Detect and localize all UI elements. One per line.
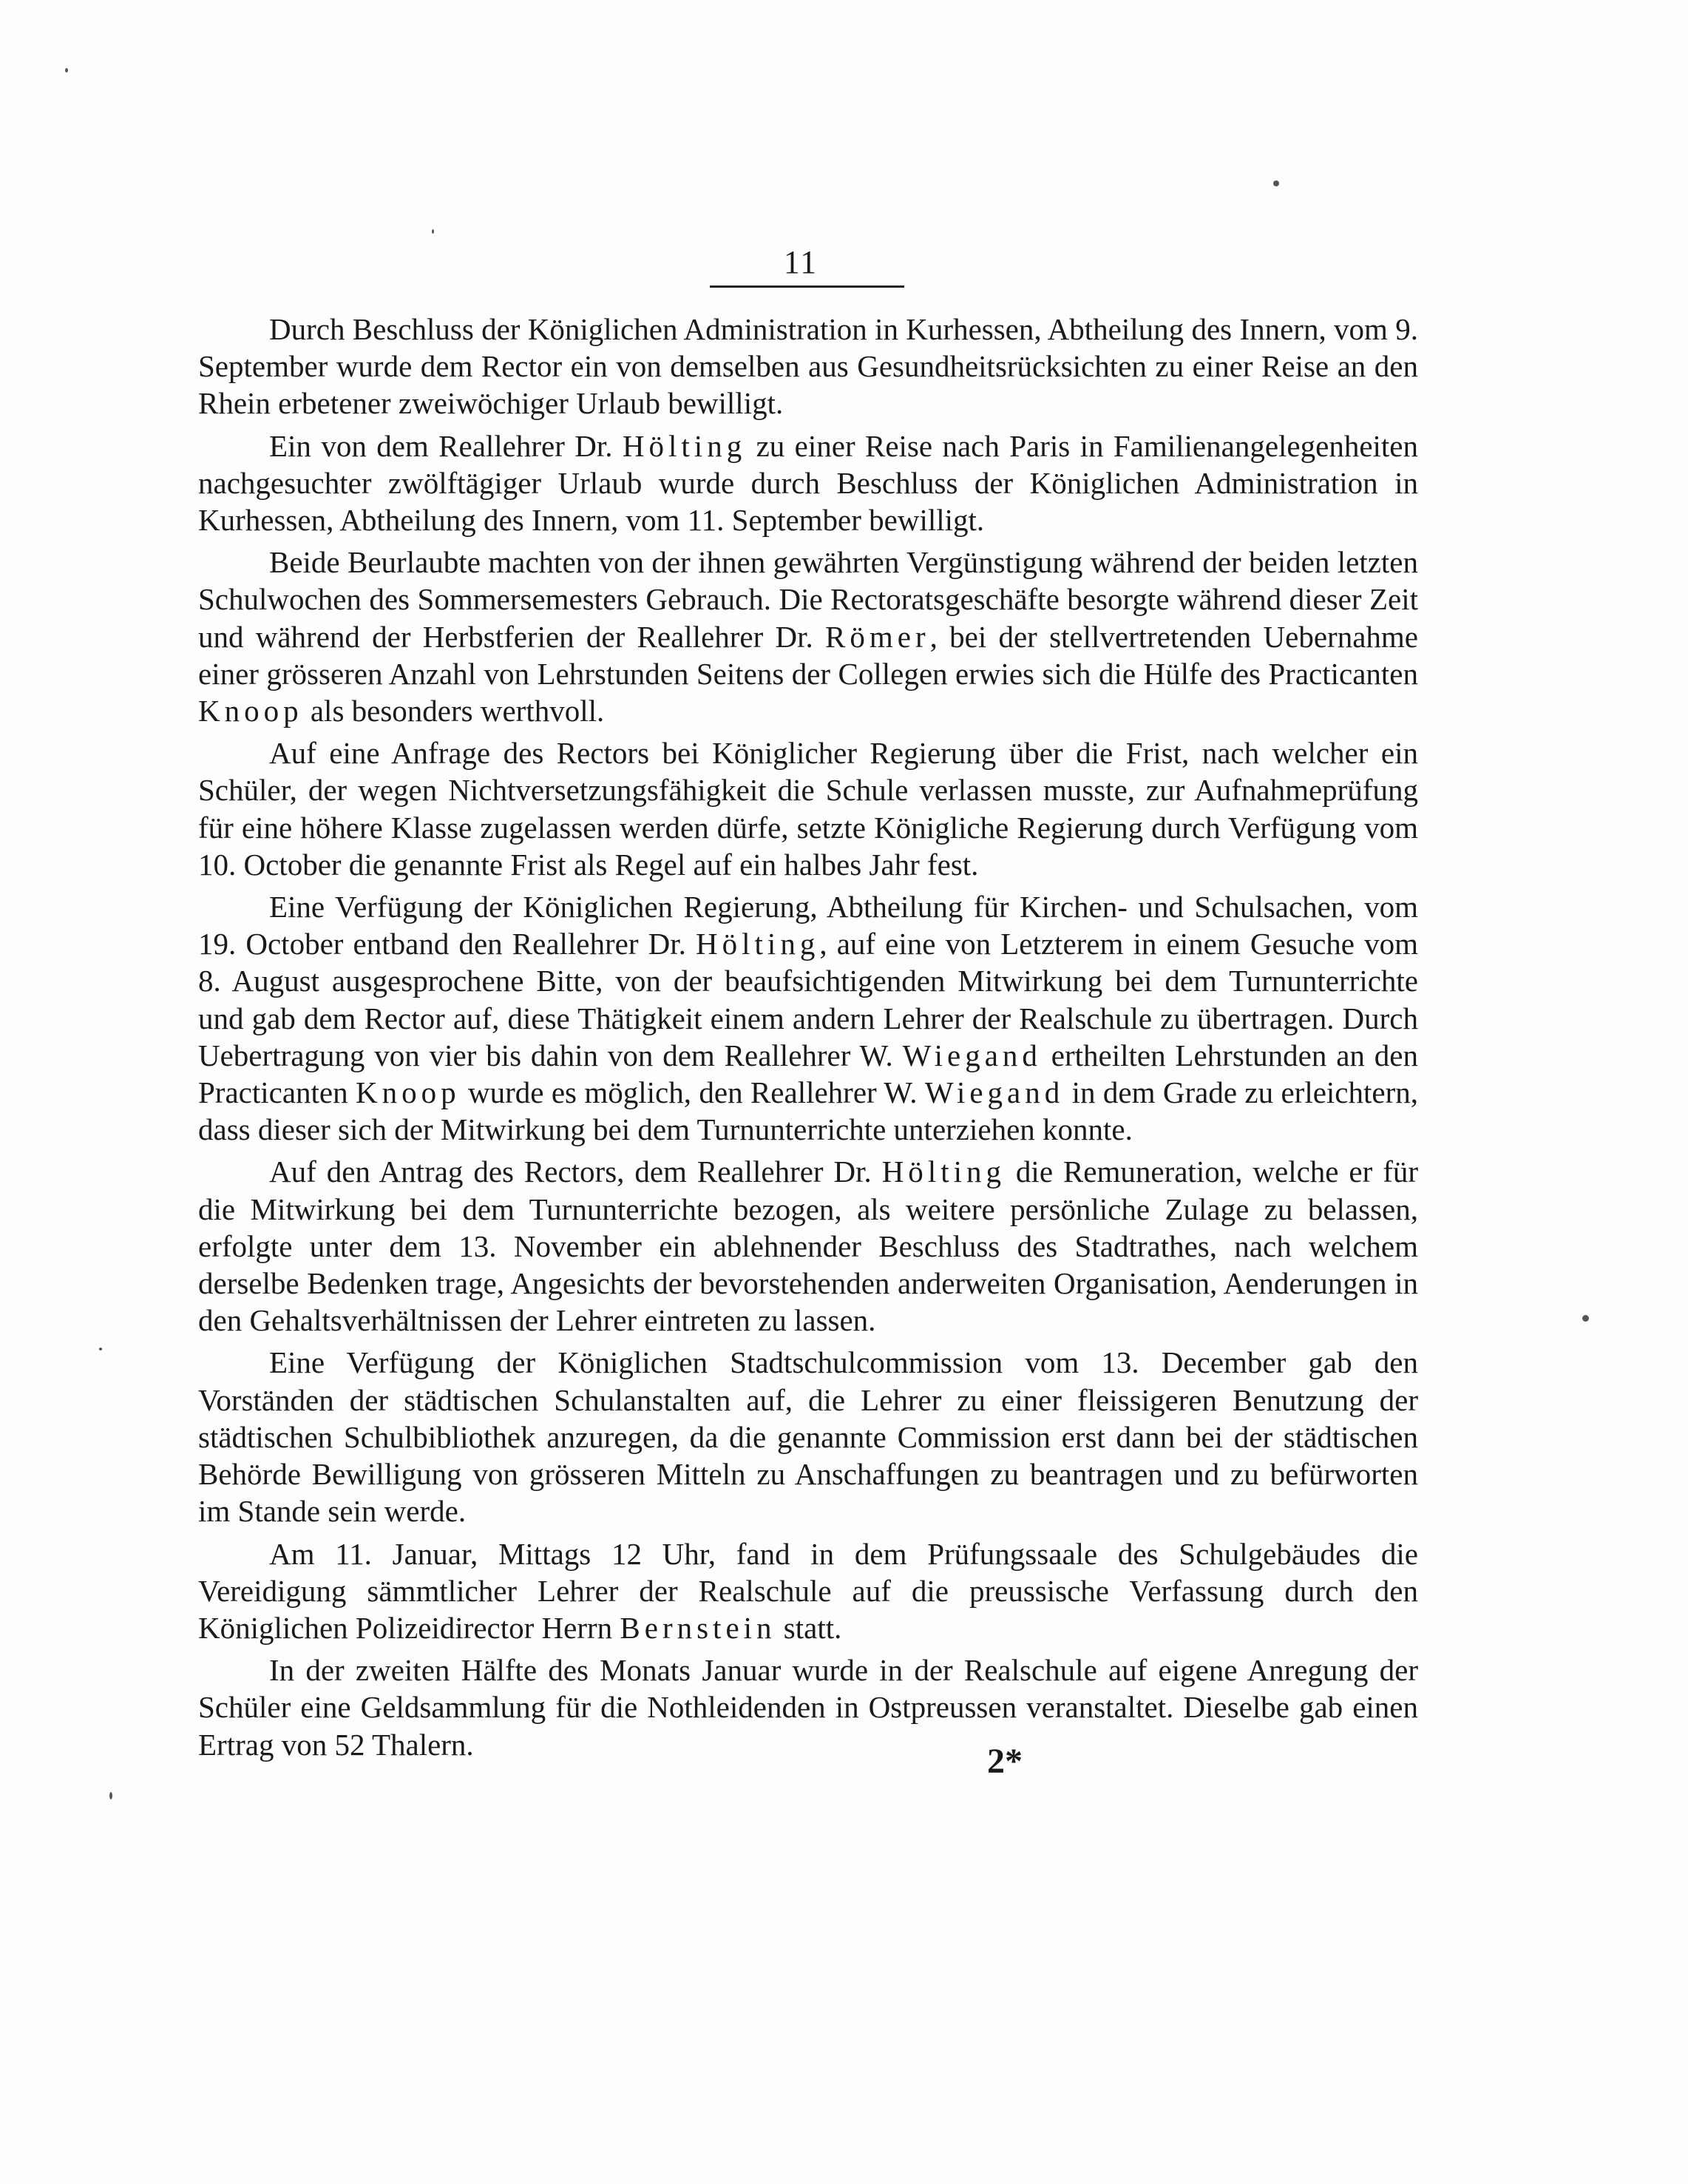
paragraph-substitution bbox=[198, 544, 1418, 729]
paragraph-admission-exam bbox=[198, 734, 1418, 883]
text-run: , bei der stellvertretenden Uebernahme einer grösseren Anzahl von Lehrstunden Seitens der Collegen erwies sich die Hülfe des Practicanten bbox=[198, 619, 1418, 691]
spaced-name: Hölting bbox=[881, 1154, 1006, 1189]
text-run: als besonders werthvoll. bbox=[302, 694, 605, 728]
text-run: die Remuneration, welche er für die Mitwirkung bei dem Turnunterrichte bezogen, als weitere persönliche Zulage zu belassen, erfolgte unter dem 13. November ein ablehnender Beschluss des Stadtrathes, nach welchem derselbe Bedenken trage, Angesichts der bevorstehenden anderweiten Organisation, Aenderungen in den Gehaltsverhältnissen der Lehrer eintreten zu lassen. bbox=[198, 1154, 1419, 1338]
paragraph-gym-supervision bbox=[198, 888, 1418, 1148]
scan-speck bbox=[1273, 180, 1279, 186]
spaced-name: Bernstein bbox=[620, 1610, 776, 1645]
spaced-name: Knoop bbox=[356, 1075, 461, 1110]
text-run: Auf eine Anfrage des Rectors bei Königlicher Regierung über die Frist, nach welcher ein Schüler, der wegen Nichtversetzungsfähigkeit die Schule verlassen musste, zur Aufnahmeprüfung für eine höhere Klasse zugelassen werden dürfe, setzte Königliche Regierung durch Verfügung vom 10. October die genannte Frist als Regel auf ein halbes Jahr fest. bbox=[198, 736, 1418, 882]
paragraph-collection bbox=[198, 1651, 1418, 1763]
text-run: in dem Grade zu erleichtern, dass dieser sich der Mitwirkung bei dem Turnunterrichte unterziehen konnte. bbox=[198, 1075, 1418, 1147]
text-run: Durch Beschluss der Königlichen Administration in Kurhessen, Abtheilung des Innern, vom 9. September wurde dem Rector ein von demselben aus Gesundheitsrücksichten zu einer Reise an den Rhein erbetener zweiwöchiger Urlaub bewilligt. bbox=[198, 312, 1418, 421]
scan-speck bbox=[65, 68, 68, 72]
header-rule bbox=[710, 285, 904, 288]
scan-speck bbox=[99, 1348, 102, 1350]
text-run: ertheilten Lehrstunden an den Practicanten bbox=[198, 1038, 1418, 1110]
text-run: zu einer Reise nach Paris in Familienangelegenheiten nachgesuchter zwölftägiger Urlaub wurde durch Beschluss der Königlichen Administration in Kurhessen, Abtheilung des Innern, vom 11. September bewilligt. bbox=[198, 428, 1418, 538]
text-run: Am 11. Januar, Mittags 12 Uhr, fand in dem Prüfungssaale des Schulgebäudes die Vereidigung sämmtlicher Lehrer der Realschule auf die preussische Verfassung durch den Königlichen Polizeidirector Herrn bbox=[198, 1536, 1418, 1645]
text-run: In der zweiten Hälfte des Monats Januar wurde in der Realschule auf eigene Anregung der Schüler eine Geldsammlung für die Nothleidenden in Ostpreussen veranstaltet. Dieselbe gab einen Ertrag von 52 Thalern. bbox=[198, 1653, 1418, 1762]
text-run: Auf den Antrag des Rectors, dem Reallehrer Dr. bbox=[269, 1154, 882, 1189]
text-run: Eine Verfügung der Königlichen Regierung, Abtheilung für Kirchen- und Schulsachen, vom 19. October entband den Reallehrer Dr. bbox=[198, 890, 1418, 961]
paragraph-leave-rector bbox=[198, 311, 1418, 422]
spaced-name: Knoop bbox=[198, 694, 303, 728]
paragraph-oath bbox=[198, 1535, 1418, 1647]
scan-speck bbox=[109, 1792, 112, 1799]
body-text bbox=[198, 311, 1418, 1768]
spaced-name: Hölting bbox=[696, 927, 820, 961]
signature-mark: 2* bbox=[987, 1742, 1023, 1781]
paragraph-school-library bbox=[198, 1344, 1418, 1529]
text-run: , auf eine von Letzterem in einem Gesuche vom 8. August ausgesprochene Bitte, von der beaufsichtigenden Mitwirkung bei dem Turnunterrichte und gab dem Rector auf, diese Thätigkeit einem andern Lehrer der Realschule zu übertragen. Durch Uebertragung von vier bis dahin von dem Reallehrer W. bbox=[198, 927, 1419, 1072]
scan-speck bbox=[1582, 1315, 1589, 1322]
spaced-name: Wiegand bbox=[924, 1075, 1065, 1110]
spaced-name: Römer bbox=[825, 619, 930, 654]
page-number: 11 bbox=[783, 244, 818, 280]
scan-speck bbox=[432, 229, 434, 234]
text-run: statt. bbox=[776, 1610, 842, 1645]
spaced-name: Hölting bbox=[622, 428, 747, 463]
spaced-name: Wiegand bbox=[902, 1038, 1042, 1072]
paragraph-remuneration bbox=[198, 1153, 1418, 1339]
paragraph-leave-hoelting bbox=[198, 427, 1418, 539]
text-run: Ein von dem Reallehrer Dr. bbox=[269, 428, 623, 463]
text-run: wurde es möglich, den Reallehrer W. bbox=[460, 1075, 925, 1110]
text-run: Beide Beurlaubte machten von der ihnen gewährten Vergünstigung während der beiden letzten Schulwochen des Sommersemesters Gebrauch. Die Rectoratsgeschäfte besorgte während dieser Zeit und während der Herbstferien der Reallehrer Dr. bbox=[198, 545, 1418, 654]
text-run: Eine Verfügung der Königlichen Stadtschulcommission vom 13. December gab den Vorständen der städtischen Schulanstalten auf, die Lehrer zu einer fleissigeren Benutzung der städtischen Schulbibliothek anzuregen, da die genannte Commission erst dann bei der städtischen Behörde Bewilligung von grösseren Mitteln zu Anschaffungen zu beantragen und zu befürworten im Stande sein werde. bbox=[198, 1345, 1418, 1529]
